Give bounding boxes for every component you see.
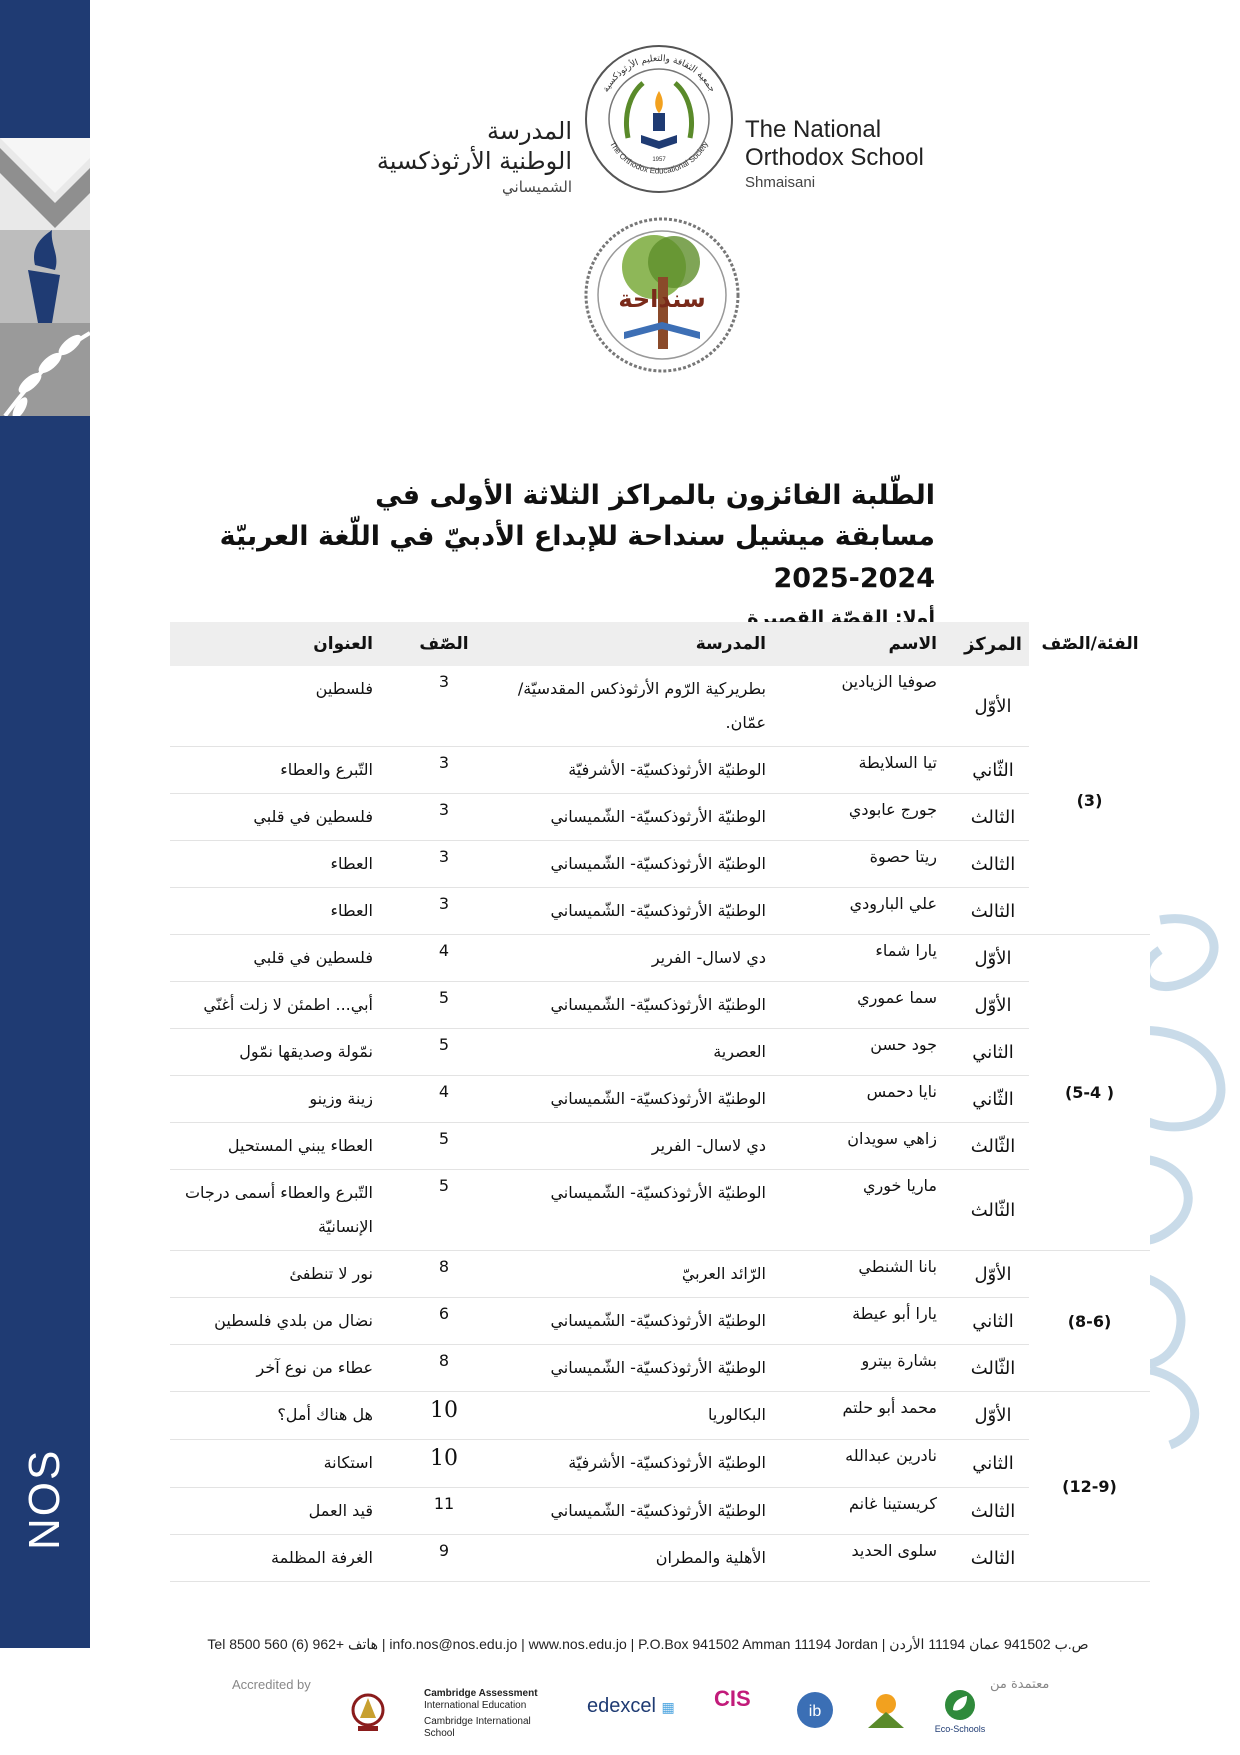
- name-cell: سلوى الحديد: [786, 1535, 957, 1582]
- rank-cell: الثّالث: [957, 1345, 1029, 1392]
- school-cell: الرّائد العربيّ: [495, 1251, 786, 1298]
- name-cell: بانا الشنطي: [786, 1251, 957, 1298]
- ib-logo: [793, 1688, 837, 1732]
- rank-cell: الثاني: [957, 1440, 1029, 1488]
- grade-cell: 3: [393, 666, 495, 747]
- title-line-2: مسابقة ميشيل سنداحة للإبداع الأدبيّ في اللّغة العربيّة 2024-2025: [219, 521, 935, 594]
- table-row: [170, 1251, 1150, 1298]
- grade-cell: 3: [393, 841, 495, 888]
- school-cell: الوطنيّة الأرثوذكسيّة- الشّميساني: [495, 1076, 786, 1123]
- sidebar-chevron-block: [0, 138, 90, 230]
- grade-cell: 3: [393, 794, 495, 841]
- school-cell: دي لاسال- الفرير: [495, 935, 786, 982]
- school-cell: الوطنيّة الأرثوذكسيّة- الشّميساني: [495, 888, 786, 935]
- rank-cell: الثّاني: [957, 1076, 1029, 1123]
- ministry-crest-icon: [348, 1688, 388, 1738]
- name-cell: كريستينا غانم: [786, 1488, 957, 1535]
- chevron-icon: [0, 138, 90, 230]
- table-row: [170, 1345, 1150, 1392]
- grade-cell: 3: [393, 888, 495, 935]
- table-row: [170, 1440, 1150, 1488]
- title-cell: فلسطين: [170, 666, 393, 747]
- school-cell: الوطنيّة الأرثوذكسيّة- الشّميساني: [495, 1345, 786, 1392]
- school-cell: الوطنيّة الأرثوذكسيّة- الشّميساني: [495, 1298, 786, 1345]
- header-category: الفئة/الصّف: [1029, 622, 1150, 666]
- svg-text:The Orthodox Educational Socie: The Orthodox Educational Society: [608, 139, 710, 176]
- svg-text:1957: 1957: [652, 157, 666, 163]
- title-cell: أبي... اطمئن لا زلت أغنّي: [170, 982, 393, 1029]
- title-cell: العطاء يبني المستحيل: [170, 1123, 393, 1170]
- sidebar-torch-block: [0, 230, 90, 323]
- accredited-label-en: Accredited by: [232, 1677, 311, 1692]
- school-name-arabic: المدرسة الوطنية الأرثوذكسية الشميساني: [376, 117, 572, 196]
- rank-cell: الثالث: [957, 841, 1029, 888]
- name-cell: سما عموري: [786, 982, 957, 1029]
- name-cell: بشارة بيترو: [786, 1345, 957, 1392]
- sidebar-leaf-block: [0, 323, 90, 416]
- rank-cell: الثاني: [957, 1029, 1029, 1076]
- rank-cell: الثالث: [957, 1535, 1029, 1582]
- eco-schools-logo: Eco-Schools: [930, 1688, 990, 1734]
- grade-cell: 4: [393, 935, 495, 982]
- section-title: أولا: القصّة القصيرة: [747, 607, 935, 629]
- header-title: العنوان: [313, 634, 373, 654]
- title-cell: هل هناك أمل؟: [170, 1392, 393, 1440]
- grade-cell: 10: [393, 1440, 495, 1488]
- grade-cell: 9: [393, 1535, 495, 1582]
- school-cell: الوطنيّة الأرثوذكسيّة- الأشرفيّة: [495, 747, 786, 794]
- svg-text:سنداحة: سنداحة: [618, 285, 706, 313]
- school-name-english: The National Orthodox School Shmaisani: [745, 116, 924, 191]
- school-cell: الوطنيّة الأرثوذكسيّة- الشّميساني: [495, 1170, 786, 1251]
- name-cell: نادرين عبدالله: [786, 1440, 957, 1488]
- name-cell: يارا أبو عيطة: [786, 1298, 957, 1345]
- laurel-icon: [0, 323, 90, 416]
- rank-cell: الثالث: [957, 1488, 1029, 1535]
- title-cell: العطاء: [170, 888, 393, 935]
- edexcel-logo: edexcel ▦: [587, 1695, 675, 1717]
- grade-cell: 5: [393, 1123, 495, 1170]
- sandaha-competition-logo: [574, 207, 750, 377]
- table-row: [170, 666, 1150, 747]
- title-cell: استكانة: [170, 1440, 393, 1488]
- table-row: [170, 841, 1150, 888]
- title-line-1: الطّلبة الفائزون بالمراكز الثلاثة الأولى في: [375, 480, 935, 511]
- name-cell: علي البارودي: [786, 888, 957, 935]
- grade-cell: 5: [393, 1029, 495, 1076]
- svg-text:ib: ib: [808, 1703, 822, 1720]
- school-cell: دي لاسال- الفرير: [495, 1123, 786, 1170]
- school-cell: بطريركية الرّوم الأرثوذكس المقدسيّة/ عمّان.: [495, 666, 786, 747]
- sidebar-band: [0, 0, 90, 1648]
- table-row: [170, 935, 1150, 982]
- accredited-label-ar: معتمدة من: [990, 1677, 1050, 1692]
- category-cell: (3): [1029, 666, 1150, 935]
- table-row: [170, 1298, 1150, 1345]
- rank-cell: الثاني: [957, 1298, 1029, 1345]
- header-name: الاسم: [888, 634, 937, 654]
- school-cell: الوطنيّة الأرثوذكسيّة- الشّميساني: [495, 841, 786, 888]
- schools-badge-icon: [862, 1688, 910, 1732]
- name-cell: محمد أبو حلتم: [786, 1392, 957, 1440]
- rank-cell: الأوّل: [957, 982, 1029, 1029]
- rank-cell: الثالث: [957, 794, 1029, 841]
- svg-text:جمعية الثقافة والتعليم الأرثوذ: جمعية الثقافة والتعليم الأرثوذكسية: [601, 53, 717, 95]
- table-row: [170, 1392, 1150, 1440]
- name-cell: جورج عابودي: [786, 794, 957, 841]
- table-header-row: [170, 622, 1150, 666]
- name-cell: صوفيا الزيادين: [786, 666, 957, 747]
- title-cell: التّبرع والعطاء أسمى درجات الإنسانيّة: [170, 1170, 393, 1251]
- category-cell: (12-9): [1029, 1392, 1150, 1582]
- title-cell: نضال من بلدي فلسطين: [170, 1298, 393, 1345]
- rank-cell: الأوّل: [957, 1392, 1029, 1440]
- school-cell: الوطنيّة الأرثوذكسيّة- الشّميساني: [495, 1488, 786, 1535]
- table-row: [170, 1123, 1150, 1170]
- table-row: [170, 747, 1150, 794]
- grade-cell: 10: [393, 1392, 495, 1440]
- contact-line: Tel هاتف +962 (6) 560 8500 | info.nos@nos.edu.jo | www.nos.edu.jo | P.O.Box 941502 Amman 11194 Jordan | ص.ب 941502 عمان 11194 الأردن: [207, 1636, 1089, 1652]
- title-cell: الغرفة المظلمة: [170, 1535, 393, 1582]
- grade-cell: 11: [393, 1488, 495, 1535]
- rank-cell: الثالث: [957, 888, 1029, 935]
- grade-cell: 8: [393, 1251, 495, 1298]
- title-cell: فلسطين في قلبي: [170, 794, 393, 841]
- name-cell: تيا السلايطة: [786, 747, 957, 794]
- title-cell: فلسطين في قلبي: [170, 935, 393, 982]
- grade-cell: 3: [393, 747, 495, 794]
- school-cell: العصرية: [495, 1029, 786, 1076]
- grade-cell: 4: [393, 1076, 495, 1123]
- rank-cell: الأوّل: [957, 1251, 1029, 1298]
- winners-table: [170, 622, 1150, 1582]
- header-rank: المركز: [964, 633, 1022, 655]
- table-row: [170, 1029, 1150, 1076]
- rank-cell: الثّالث: [957, 1170, 1029, 1251]
- name-cell: زاهي سويدان: [786, 1123, 957, 1170]
- school-cell: الوطنيّة الأرثوذكسيّة- الشّميساني: [495, 794, 786, 841]
- rank-cell: الأوّل: [957, 935, 1029, 982]
- header-grade: الصّف: [419, 634, 469, 654]
- page-heading: [135, 476, 935, 636]
- eco-leaf-icon: [943, 1688, 977, 1722]
- sidebar-nos-label: NOS: [20, 1448, 69, 1550]
- category-cell: (8-6): [1029, 1251, 1150, 1392]
- title-cell: التّبرع والعطاء: [170, 747, 393, 794]
- school-cell: الوطنيّة الأرثوذكسيّة- الأشرفيّة: [495, 1440, 786, 1488]
- grade-cell: 6: [393, 1298, 495, 1345]
- cambridge-logo: Cambridge Assessment International Education Cambridge International School: [424, 1688, 538, 1739]
- title-cell: العطاء: [170, 841, 393, 888]
- table-row: [170, 982, 1150, 1029]
- title-cell: نور لا تنطفئ: [170, 1251, 393, 1298]
- rank-cell: الأوّل: [957, 666, 1029, 747]
- table-row: [170, 1170, 1150, 1251]
- rank-cell: الثّالث: [957, 1123, 1029, 1170]
- title-cell: نمّولة وصديقها نمّول: [170, 1029, 393, 1076]
- category-cell: ( 5-4): [1029, 935, 1150, 1251]
- title-cell: عطاء من نوع آخر: [170, 1345, 393, 1392]
- name-cell: ماريا خوري: [786, 1170, 957, 1251]
- table-row: [170, 794, 1150, 841]
- name-cell: نايا دحمس: [786, 1076, 957, 1123]
- table-row: [170, 1076, 1150, 1123]
- name-cell: جود حسن: [786, 1029, 957, 1076]
- torch-icon: [0, 230, 90, 323]
- table-row: [170, 888, 1150, 935]
- rank-cell: الثّاني: [957, 747, 1029, 794]
- school-cell: البكالوريا: [495, 1392, 786, 1440]
- name-cell: ريتا حصوة: [786, 841, 957, 888]
- school-cell: الأهلية والمطران: [495, 1535, 786, 1582]
- grade-cell: 5: [393, 982, 495, 1029]
- grade-cell: 5: [393, 1170, 495, 1251]
- name-cell: يارا شماء: [786, 935, 957, 982]
- table-row: [170, 1535, 1150, 1582]
- orthodox-society-seal-logo: [583, 43, 735, 195]
- title-cell: زينة وزينو: [170, 1076, 393, 1123]
- grade-cell: 8: [393, 1345, 495, 1392]
- cis-logo: CIS: [714, 1686, 751, 1711]
- school-cell: الوطنيّة الأرثوذكسيّة- الشّميساني: [495, 982, 786, 1029]
- table-row: [170, 1488, 1150, 1535]
- header-school: المدرسة: [695, 634, 766, 654]
- title-cell: قيد العمل: [170, 1488, 393, 1535]
